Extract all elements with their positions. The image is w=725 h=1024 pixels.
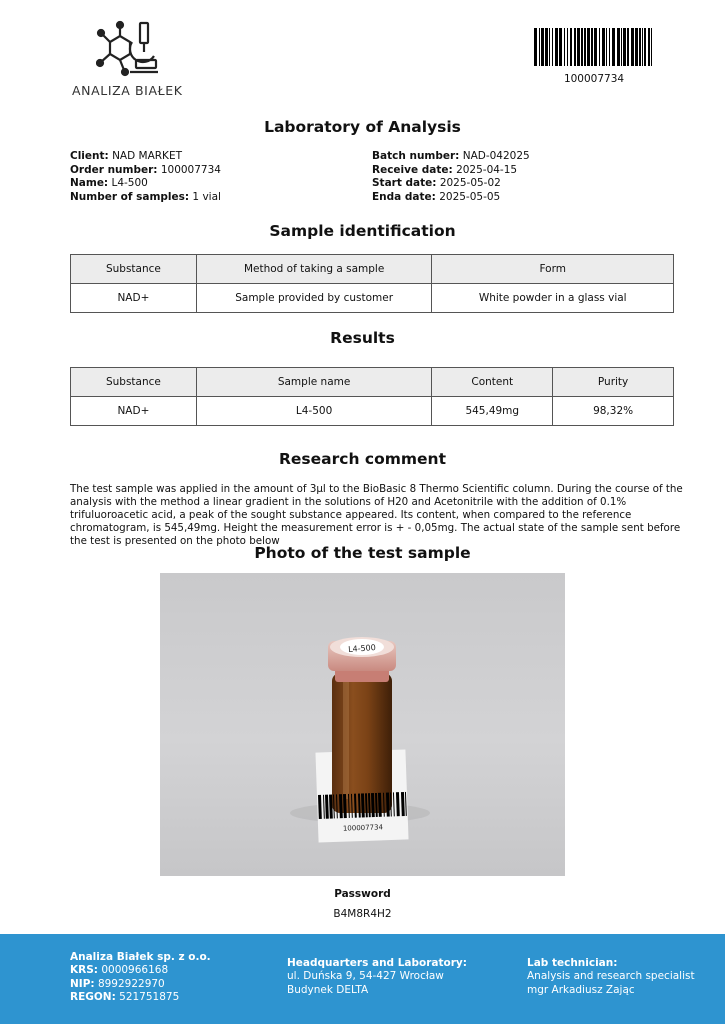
table-cell: NAD+ — [71, 284, 197, 313]
company-logo — [66, 20, 196, 100]
footer-hq-title: Headquarters and Laboratory: — [287, 957, 467, 969]
vial-cap-label: L4-500 — [347, 643, 377, 654]
table-header-cell: Content — [432, 368, 553, 397]
info-receive-date: Receive date: 2025-04-15 — [372, 163, 518, 176]
research-comment-heading: Research comment — [278, 450, 446, 468]
brand-name: ANALIZA BIAŁEK — [72, 83, 183, 98]
table-header-cell: Purity — [553, 368, 674, 397]
table-cell: L4-500 — [196, 397, 432, 426]
table-header-cell: Substance — [71, 255, 197, 284]
footer-regon: REGON: 521751875 — [70, 990, 180, 1003]
order-barcode — [534, 28, 654, 66]
info-order-number: Order number: 100007734 — [70, 163, 221, 176]
sample-identification-table — [70, 254, 674, 313]
results-table — [70, 367, 674, 426]
sample-photo — [160, 573, 565, 876]
table-cell: Sample provided by customer — [196, 284, 432, 313]
table-cell: White powder in a glass vial — [432, 284, 674, 313]
footer-tech-title: Lab technician: — [527, 957, 618, 969]
results-heading: Results — [330, 329, 395, 347]
vial-illustration — [160, 573, 565, 876]
footer-lab-technician — [527, 957, 695, 997]
vial-label-number: 100007734 — [342, 823, 384, 833]
table-header-cell: Form — [432, 255, 674, 284]
table-header-cell: Sample name — [196, 368, 432, 397]
table-header-cell: Method of taking a sample — [196, 255, 432, 284]
photo-heading: Photo of the test sample — [254, 544, 471, 562]
order-info-right — [372, 150, 530, 204]
footer-tech-name: mgr Arkadiusz Zając — [527, 983, 635, 996]
table-cell: 545,49mg — [432, 397, 553, 426]
research-comment-text: The test sample was applied in the amount of 3µl to the BioBasic 8 Thermo Scientific column. During the course of the analysis with the method a linear gradient in the solutions of H20 and Acetonitrile with the addition of 0.1% trifuluoroacetic acid, a peak of the sought substance appeared. Its content, when compared to the reference chromatogram, is 545,49mg. Height the measurement error is + - 0,05mg. The actual state of the sample sent before the test is presented on the photo below — [70, 483, 683, 547]
order-info-left — [70, 150, 221, 204]
footer-tech-role: Analysis and research specialist — [527, 970, 695, 983]
info-batch-number: Batch number: NAD-042025 — [372, 150, 530, 162]
barcode-number: 100007734 — [563, 73, 625, 85]
footer — [0, 934, 725, 1024]
table-header-row — [71, 368, 674, 397]
footer-company-name: Analiza Białek sp. z o.o. — [70, 951, 211, 963]
table-cell: NAD+ — [71, 397, 197, 426]
table-cell: 98,32% — [553, 397, 674, 426]
table-row — [71, 397, 674, 426]
footer-nip: NIP: 8992922970 — [70, 977, 165, 990]
footer-hq-address: ul. Duńska 9, 54-427 Wrocław — [287, 970, 444, 983]
info-start-date: Start date: 2025-05-02 — [372, 177, 501, 189]
table-header-row — [71, 255, 674, 284]
info-name: Name: L4-500 — [70, 177, 148, 189]
sample-identification-heading: Sample identification — [269, 222, 456, 240]
info-client: Client: NAD MARKET — [70, 150, 182, 162]
footer-krs: KRS: 0000966168 — [70, 964, 169, 977]
password-label: Password — [334, 888, 391, 900]
info-number-of-samples: Number of samples: 1 vial — [70, 190, 221, 203]
table-header-cell: Substance — [71, 368, 197, 397]
page-title: Laboratory of Analysis — [264, 118, 461, 136]
table-row — [71, 284, 674, 313]
footer-hq-building: Budynek DELTA — [287, 983, 369, 996]
molecule-microscope-icon — [96, 20, 160, 78]
footer-headquarters — [287, 957, 467, 997]
password-value: B4M8R4H2 — [333, 908, 392, 920]
footer-company-info — [70, 951, 211, 1004]
info-end-date: Enda date: 2025-05-05 — [372, 190, 501, 203]
